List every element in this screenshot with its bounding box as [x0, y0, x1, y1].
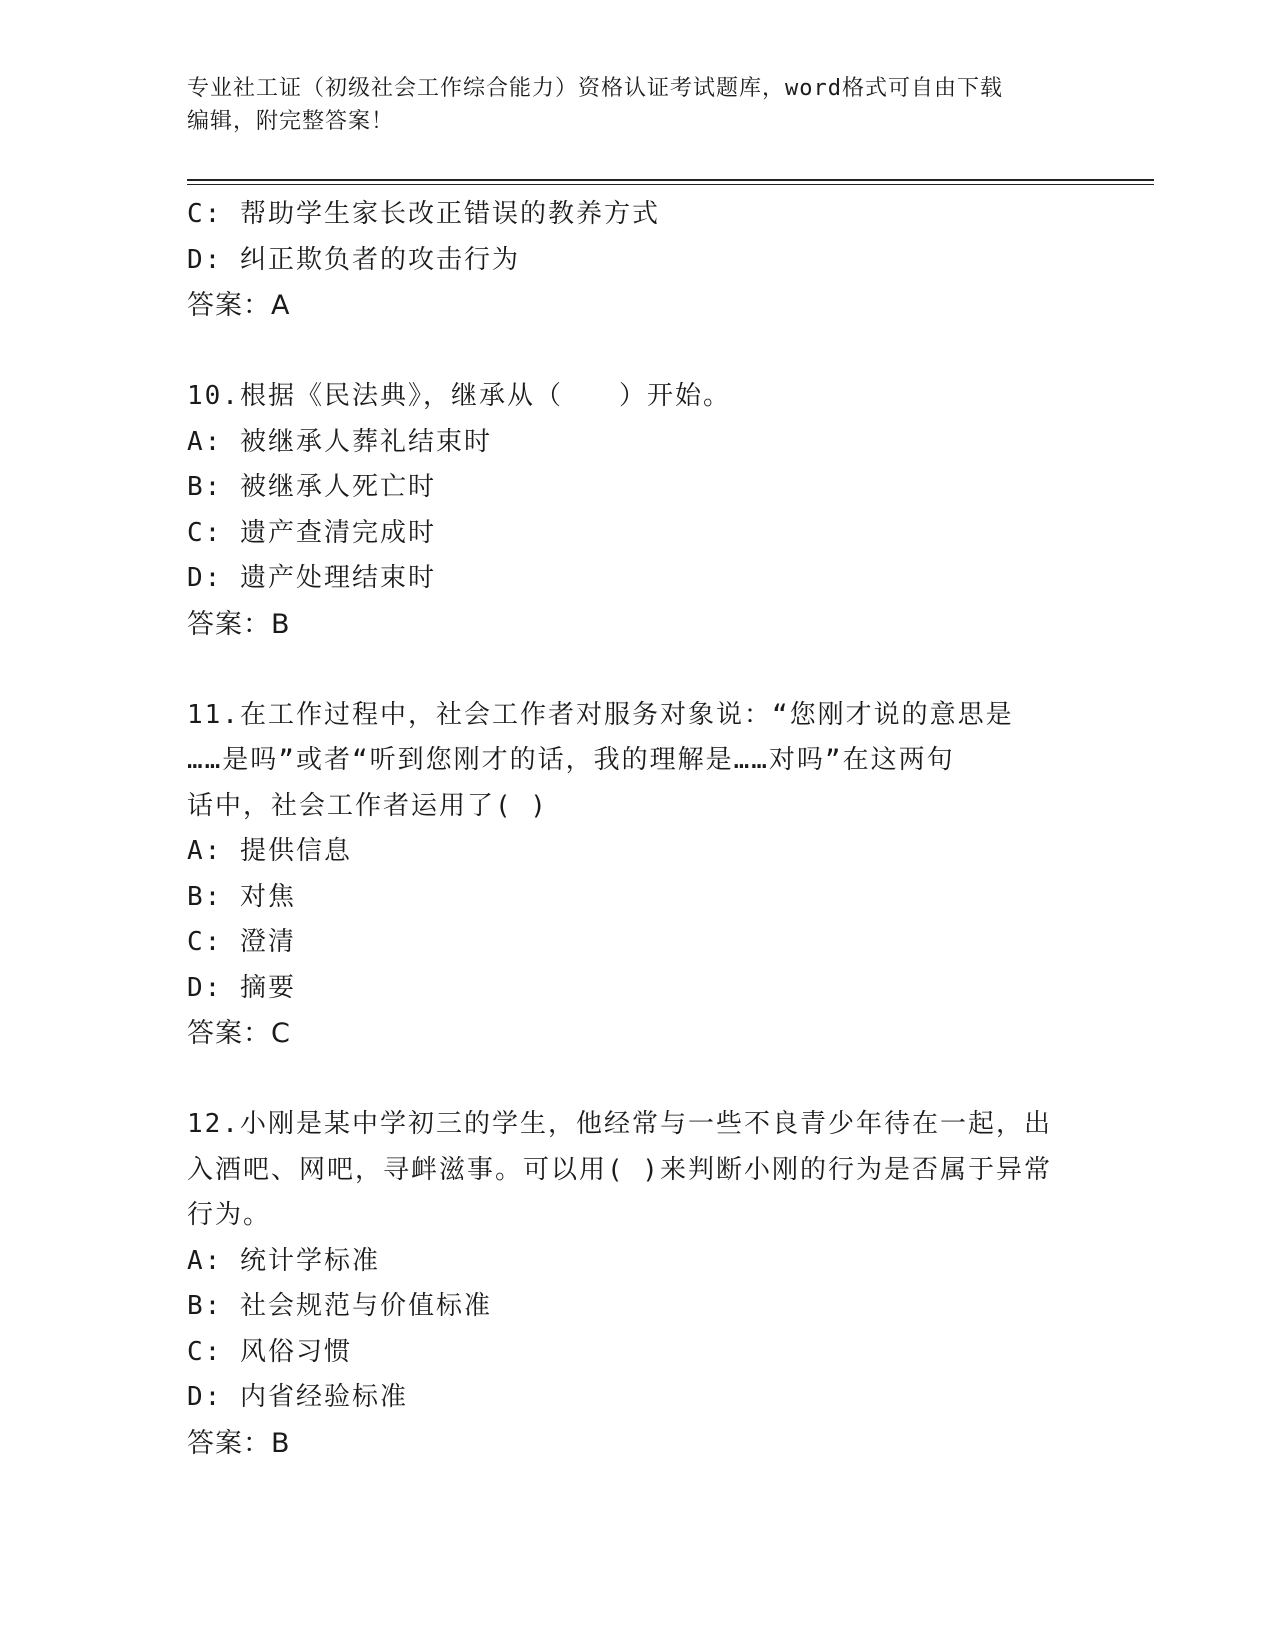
question-block-11 — [187, 693, 1087, 1057]
answer-line: 答案：B — [187, 608, 291, 640]
spacer — [187, 1057, 1087, 1103]
question-stem-line-2: 入酒吧、网吧，寻衅滋事。可以用( )来判断小刚的行为是否属于异常 — [187, 1154, 1052, 1185]
option-a: A: 统计学标准 — [187, 1245, 380, 1276]
option-d: D: 遗产处理结束时 — [187, 563, 436, 593]
spacer — [187, 329, 1087, 375]
header-divider-thin — [187, 184, 1154, 185]
option-b: B: 被继承人死亡时 — [187, 472, 436, 502]
option-d: D: 纠正欺负者的攻击行为 — [187, 244, 520, 275]
question-stem-line-2: ……是吗”或者“听到您刚才的话，我的理解是……对吗”在这两句 — [187, 745, 955, 775]
option-a: A: 被继承人葬礼结束时 — [187, 426, 492, 457]
answer-line: 答案：B — [187, 1427, 291, 1459]
question-block-previous — [187, 192, 1087, 329]
document-body — [187, 192, 1087, 1466]
question-stem-line-1: 12.小刚是某中学初三的学生，他经常与一些不良青少年待在一起，出 — [187, 1109, 1052, 1139]
option-c: C: 风俗习惯 — [187, 1336, 352, 1367]
option-d: D: 内省经验标准 — [187, 1382, 408, 1412]
option-d: D: 摘要 — [187, 972, 296, 1003]
option-b: B: 社会规范与价值标准 — [187, 1291, 492, 1321]
document-header — [187, 72, 1087, 138]
answer-line: 答案：C — [187, 1018, 291, 1049]
option-c: C: 帮助学生家长改正错误的教养方式 — [187, 199, 660, 229]
option-c: C: 澄清 — [187, 927, 296, 957]
question-block-10 — [187, 374, 1087, 647]
answer-line: 答案：A — [187, 290, 291, 321]
option-a: A: 提供信息 — [187, 836, 352, 866]
option-c: C: 遗产查清完成时 — [187, 517, 436, 548]
question-stem-line-3: 话中，社会工作者运用了( ) — [187, 790, 548, 821]
header-title-line-2: 编辑，附完整答案！ — [187, 109, 395, 134]
option-b: B: 对焦 — [187, 881, 296, 912]
question-block-12 — [187, 1102, 1087, 1466]
header-title-line-1: 专业社工证（初级社会工作综合能力）资格认证考试题库，word格式可自由下载 — [187, 76, 1003, 101]
header-divider-thick — [187, 179, 1154, 181]
question-stem-line-3: 行为。 — [187, 1200, 272, 1230]
spacer — [187, 647, 1087, 693]
question-stem-line-1: 11.在工作过程中，社会工作者对服务对象说：“您刚才说的意思是 — [187, 699, 1014, 730]
question-stem: 10.根据《民法典》，继承从（ ）开始。 — [187, 381, 731, 411]
